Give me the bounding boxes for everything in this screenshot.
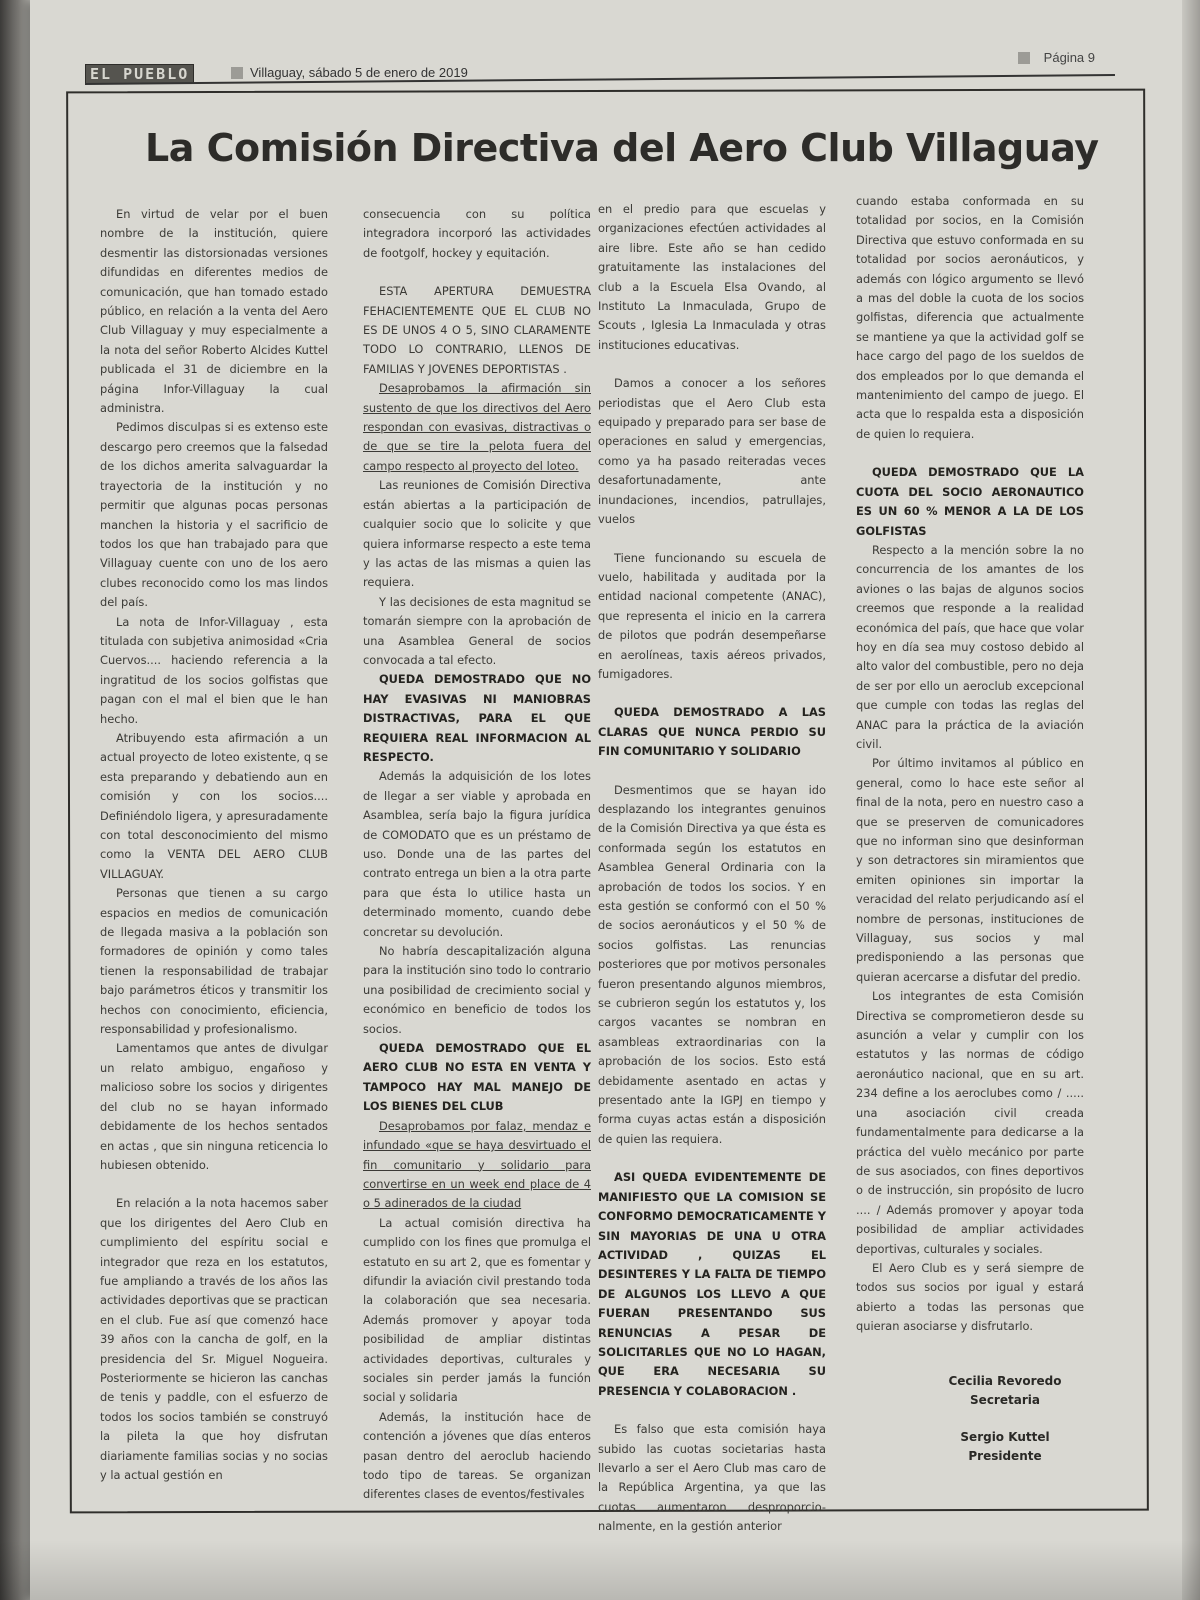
article-paragraph: consecuencia con su política integradora incorporó las actividades de footgolf, hockey y equitación. bbox=[363, 207, 591, 260]
article-paragraph: QUEDA DEMOSTRADO A LAS CLARAS QUE NUNCA PERDIO SU FIN COMUNITARIO Y SOLIDARIO bbox=[598, 705, 826, 759]
article-column-4 bbox=[856, 192, 1084, 1337]
article-column-2 bbox=[363, 205, 591, 1505]
signature-role: Secretaria bbox=[970, 1393, 1040, 1407]
article-headline: La Comisión Directiva del Aero Club Villaguay bbox=[145, 126, 1099, 170]
page-right-edge bbox=[1182, 0, 1200, 1600]
article-paragraph: En virtud de velar por el buen nombre de la institución, quiere desmentir las distorsionadas versiones difundidas en diferentes medios de comunicación, que han tomado estado público, en relación a la venta del Aero Club Villaguay y muy especialmente a la nota del señor Roberto Alcides Kuttel publicada el 31 de diciembre en la página Infor-Villaguay la cual administra. bbox=[100, 207, 328, 416]
dateline: Villaguay, sábado 5 de enero de 2019 bbox=[250, 65, 468, 80]
article-paragraph: QUEDA DEMOSTRADO QUE LA CUOTA DEL SOCIO AERONAUTICO ES UN 60 % MENOR A LA DE LOS GOLFISTAS bbox=[856, 465, 1084, 538]
article-paragraph: Es falso que esta comisión haya subido las cuotas societarias hasta llevarlo a ser el Aero Club mas caro de la República Argentina, ya que las cuotas aumentaron desproporcio-nalmente, en la gestión anterior bbox=[598, 1422, 826, 1534]
article-paragraph: Y las decisiones de esta magnitud se tomarán siempre con la aprobación de una Asamblea General de socios convocada a tal efecto. bbox=[363, 594, 591, 667]
article-paragraph: cuando estaba conformada en su totalidad por socios, en la Comisión Directiva que estuvo conformada en su totalidad por socios aeronáuticos, y además con lógico argumento se llevó a mas del doble la cuota de los socios golfistas, diferencia que actualmente se mantiene ya que la actividad golf se hace cargo del pago de los sueldos de dos empleados por lo que demanda el mantenimiento del campo de juego. El acta que lo respalda esta a disposición de quien lo requiera. bbox=[856, 194, 1084, 441]
article-paragraph: QUEDA DEMOSTRADO QUE EL AERO CLUB NO ESTA EN VENTA Y TAMPOCO HAY MAL MANEJO DE LOS BIENES DEL CLUB bbox=[363, 1041, 591, 1114]
article-paragraph: Desmentimos que se hayan ido desplazando los integrantes genuinos de la Comisión Directiva ya que ésta es conformada según los estatutos en Asamblea General Ordinaria con la aprobación de todos los socios. Y en esta gestión se conformó con el 50 % de socios aeronáuticos y el 50 % de socios golfistas. Las renuncias posteriores que por motivos personales fueron presentando algunos miembros, se cubrieron según los estatutos y, los cargos vacantes se nombran en asambleas extraordinarias con la aprobación de los socios. Esto está debidamente asentado en actas y presentado ante la IGPJ en tiempo y forma cuyas actas están a disposición de quien las requiera. bbox=[598, 782, 826, 1146]
page-number: Página 9 bbox=[1043, 50, 1095, 65]
article-paragraph: Atribuyendo esta afirmación a un actual proyecto de loteo existente, q se esta preparando y debatiendo aun en comisión y con los socios.... Definiéndolo ligera, y apresuradamente con total desconocimiento del mismo como la VENTA DEL AERO CLUB VILLAGUAY. bbox=[100, 730, 328, 881]
article-paragraph: Desaprobamos por falaz, mendaz e infundado «que se haya desvirtuado el fin comunitario y solidario para convertirse en un week end place de 4 o 5 adinerados de la ciudad bbox=[363, 1118, 591, 1211]
square-bullet-icon bbox=[1018, 52, 1030, 64]
signature-secretary bbox=[930, 1372, 1080, 1410]
article-paragraph: Tiene funcionando su escuela de vuelo, habilitada y auditada por la entidad nacional competente (ANAC), que representa el inicio en la carrera de pilotos que podrán desempeñarse en aerolíneas, taxis aéreos privados, fumigadores. bbox=[598, 550, 826, 681]
signature-name: Cecilia Revoredo bbox=[948, 1374, 1062, 1388]
article-column-3 bbox=[598, 200, 826, 1537]
article-paragraph: La nota de Infor-Villaguay , esta titulada con subjetiva animosidad «Cria Cuervos.... haciendo referencia a la ingratitud de los socios golfistas que pagan con el mal el bien que le han hecho. bbox=[100, 614, 328, 726]
article-paragraph: Por último invitamos al público en general, como lo hace este señor al final de la nota, pero en nuestro caso a que se preserven de comunicadores que no informan sino que desinforman y son detractores sin miramientos que emiten opiniones sin importar la veracidad del relato perjudicando así el nombre de personas, instituciones de Villaguay, sus socios y mal predisponiendo a las personas que quieran acercarse a disfutar del predio. bbox=[856, 756, 1084, 984]
article-paragraph: ESTA APERTURA DEMUESTRA FEHACIENTEMENTE QUE EL CLUB NO ES DE UNOS 4 O 5, SINO CLARAMENTE TODO LO CONTRARIO, LLENOS DE FAMILIAS Y JOVENES DEPORTISTAS . bbox=[363, 284, 591, 376]
article-paragraph: No habría descapitalización alguna para la institución sino todo lo contrario una posibilidad de crecimiento social y económico en beneficio de todos los socios. bbox=[363, 944, 591, 1036]
article-paragraph: Lamentamos que antes de divulgar un relato ambiguo, engañoso y malicioso sobre los socios y dirigentes del club no se hayan informado debidamente de los hechos sentados en actas , que sin ninguna reticencia lo hubiesen obtenido. bbox=[100, 1041, 328, 1172]
article-paragraph: Damos a conocer a los señores periodistas que el Aero Club esta equipado y preparado para ser base de operaciones en salud y emergencias, como ya ha pasado reiteradas veces desafortunadamente, ante inundaciones, incendios, patrullajes, vuelos bbox=[598, 376, 826, 527]
signature-president bbox=[930, 1428, 1080, 1466]
article-paragraph: La actual comisión directiva ha cumplido con los fines que promulga el estatuto en su art 2, que es fomentar y difundir la aviación civil prestando toda la colaboración que sea necesaria. Además promover y apoyar toda posibilidad de ampliar distintas actividades deportivas, culturales y sociales sin perder jamás la función social y solidaria bbox=[363, 1215, 591, 1405]
article-paragraph: Los integrantes de esta Comisión Directiva se comprometieron desde su asunción a velar y cumplir con los estatutos y las normas de código aeronáutico nacional, que en su art. 234 define a los aeroclubes como / ..... una asociación civil creada fundamentalmente para dedicarse a la práctica del vuèlo mecánico por parte de sus asociados, con fines deportivos o de instrucción, sin propósito de lucro .... / Además promover y apoyar toda posibilidad de ampliar actividades deportivas, culturales y sociales. bbox=[856, 989, 1084, 1256]
article-paragraph: en el predio para que escuelas y organizaciones efectúen actividades al aire libre. Este año se han cedido gratuitamente las instalaciones del club a la Escuela Elsa Ovando, al Instituto La Inmaculada, Grupo de Scouts , Iglesia La Inmaculada y otras instituciones educativas. bbox=[598, 202, 826, 352]
square-bullet-icon bbox=[231, 67, 243, 79]
article-paragraph: Desaprobamos la afirmación sin sustento de que los directivos del Aero respondan con evasivas, distractivas o de que se tire la pelota fuera del campo respecto al proyecto del loteo. bbox=[363, 381, 591, 473]
article-paragraph: Pedimos disculpas si es extenso este descargo pero creemos que la falsedad de los dichos amerita salvaguardar la trayectoria de la institución y no permitir que algunas pocas personas manchen la historia y el sacrificio de todos los que han trabajado para que Villaguay cuente con uno de los aero clubes reconocido como los mas lindos del país. bbox=[100, 420, 328, 610]
article-paragraph: Personas que tienen a su cargo espacios en medios de comunicación de llegada masiva a la población son formadores de opinión y como tales tienen la responsabilidad de trabajar bajo parámetros éticos y transmitir los hechos con conocimiento, eficiencia, responsabilidad y profesionalismo. bbox=[100, 886, 328, 1037]
article-paragraph: Además la adquisición de los lotes de llegar a ser viable y aprobada en Asamblea, sería bajo la figura jurídica de COMODATO que es un préstamo de uso. Donde una de las partes del contrato entrega un bien a la otra parte para que ésta lo utilice hasta un determinado momento, cuando debe concretar su devolución. bbox=[363, 769, 591, 939]
page-shadow bbox=[0, 1540, 1200, 1600]
article-paragraph: Además, la institución hace de contención a jóvenes que días enteros pasan dentro del aeroclub haciendo todo tipo de tareas. Se organizan diferentes clases de eventos/festivales bbox=[363, 1409, 591, 1502]
page-binding-edge bbox=[0, 0, 30, 1600]
article-paragraph: En relación a la nota hacemos saber que los dirigentes del Aero Club en cumplimiento del espíritu social e integrador que reza en los estatutos, fue ampliando a través de los años las actividades deportivas que se practican en el club. Fue así que comenzó hace 39 años con la cancha de golf, en la presidencia del Sr. Miguel Nogueira. Posteriormente se hicieron las canchas de tenis y paddle, con el esfuerzo de todos los socios también se construyó la pileta la que hoy disfrutan diariamente familias socias y no socias y la actual gestión en bbox=[100, 1196, 328, 1482]
article-paragraph: Las reuniones de Comisión Directiva están abiertas a la participación de cualquier socio que lo solicite y que quiera informarse respecto a este tema y las actas de las mismas a quien las requiera. bbox=[363, 478, 591, 590]
signature-name: Sergio Kuttel bbox=[960, 1430, 1050, 1444]
article-paragraph: Respecto a la mención sobre la no concurrencia de los amantes de los aviones o las bajas de algunos socios creemos que responde a la realidad económica del país, que hace que volar hoy en día sea muy costoso debido al alto valor del combustible, pero no deja de ser por ello un aeroclub excepcional que cumple con todas las reglas del ANAC para la práctica de la aviación civil. bbox=[856, 542, 1084, 751]
article-column-1 bbox=[100, 205, 328, 1485]
newspaper-logo: EL PUEBLO bbox=[85, 64, 194, 84]
article-paragraph: El Aero Club es y será siempre de todos sus socios por igual y estará abierto a todas las personas que quieran asociarse y disfrutarlo. bbox=[856, 1260, 1084, 1334]
article-paragraph: ASI QUEDA EVIDENTEMENTE DE MANIFIESTO QUE LA COMISION SE CONFORMO DEMOCRATICAMENTE Y SIN MAYORIAS DE UNA U OTRA ACTIVIDAD , QUIZAS EL DESINTERES Y LA FALTA DE TIEMPO DE ALGUNOS LOS LLEVO A QUE FUERAN PRESENTANDO SUS RENUNCIAS A PESAR DE SOLICITARLES QUE NO LO HAGAN, QUE ERA NECESARIA SU PRESENCIA Y COLABORACION . bbox=[598, 1170, 826, 1398]
signature-role: Presidente bbox=[968, 1449, 1042, 1463]
article-paragraph: QUEDA DEMOSTRADO QUE NO HAY EVASIVAS NI MANIOBRAS DISTRACTIVAS, PARA EL QUE REQUIERA REAL INFORMACION AL RESPECTO. bbox=[363, 672, 591, 764]
